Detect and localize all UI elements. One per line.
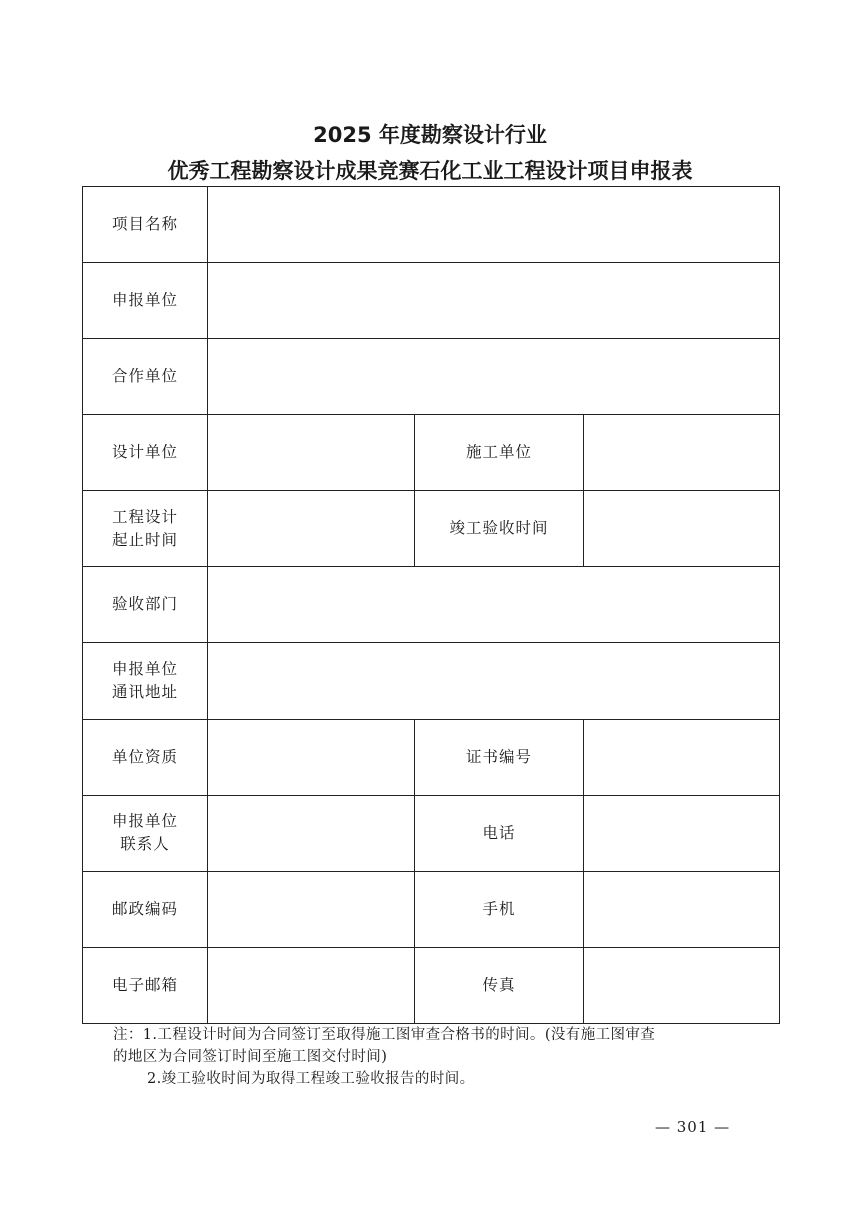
page-number: — 301 — [655,1118,731,1136]
label-address [83,643,208,719]
value-applicant[interactable] [208,263,780,339]
row-design-period [83,491,780,567]
label-design-period-line2: 起止时间 [111,530,178,549]
value-mobile[interactable] [584,871,780,947]
value-construction-unit[interactable] [584,415,780,491]
row-qualification [83,719,780,795]
value-design-period[interactable] [208,491,415,567]
application-form-table [82,186,780,1024]
label-mobile: 手机 [415,871,584,947]
form-title-line2: 优秀工程勘察设计成果竞赛石化工业工程设计项目申报表 [167,159,693,183]
label-partner: 合作单位 [83,339,208,415]
label-phone: 电话 [415,795,584,871]
label-fax: 传真 [415,947,584,1023]
value-qualification[interactable] [208,719,415,795]
label-acceptance-dept: 验收部门 [83,567,208,643]
value-fax[interactable] [584,947,780,1023]
value-acceptance-time[interactable] [584,491,780,567]
label-postcode: 邮政编码 [83,871,208,947]
label-project-name: 项目名称 [83,187,208,263]
value-design-unit[interactable] [208,415,415,491]
label-email: 电子邮箱 [83,947,208,1023]
value-address[interactable] [208,643,780,719]
note-line3: 2.竣工验收时间为取得工程竣工验收报告的时间。 [147,1071,475,1087]
label-design-period-line1: 工程设计 [111,507,178,526]
label-address-line1: 申报单位 [111,660,178,678]
label-acceptance-time: 竣工验收时间 [415,491,584,567]
row-address [83,643,780,719]
value-email[interactable] [208,947,415,1023]
note-line1: 注：1.工程设计时间为合同签订至取得施工图审查合格书的时间。(没有施工图审查 [113,1027,656,1043]
label-contact-line2: 联系人 [120,835,170,854]
row-partner [83,339,780,415]
value-project-name[interactable] [208,187,780,263]
row-postcode [83,871,780,947]
label-address-line2: 通讯地址 [111,683,178,701]
row-applicant [83,263,780,339]
note-line2: 的地区为合同签订时间至施工图交付时间) [113,1049,388,1065]
value-acceptance-dept[interactable] [208,567,780,643]
label-design-unit: 设计单位 [83,415,208,491]
form-notes [113,1024,763,1090]
row-contact [83,795,780,871]
label-construction-unit: 施工单位 [415,415,584,491]
label-contact [83,795,208,871]
label-qualification: 单位资质 [83,719,208,795]
label-certificate-no: 证书编号 [415,719,584,795]
value-postcode[interactable] [208,871,415,947]
value-certificate-no[interactable] [584,719,780,795]
label-contact-line1: 申报单位 [111,812,178,831]
value-phone[interactable] [584,795,780,871]
form-title-line1: 2025 年度勘察设计行业 [313,123,547,147]
row-project-name [83,187,780,263]
row-acceptance-dept [83,567,780,643]
label-applicant: 申报单位 [83,263,208,339]
row-design-construction [83,415,780,491]
value-partner[interactable] [208,339,780,415]
row-email [83,947,780,1023]
label-design-period [83,491,208,567]
value-contact[interactable] [208,795,415,871]
